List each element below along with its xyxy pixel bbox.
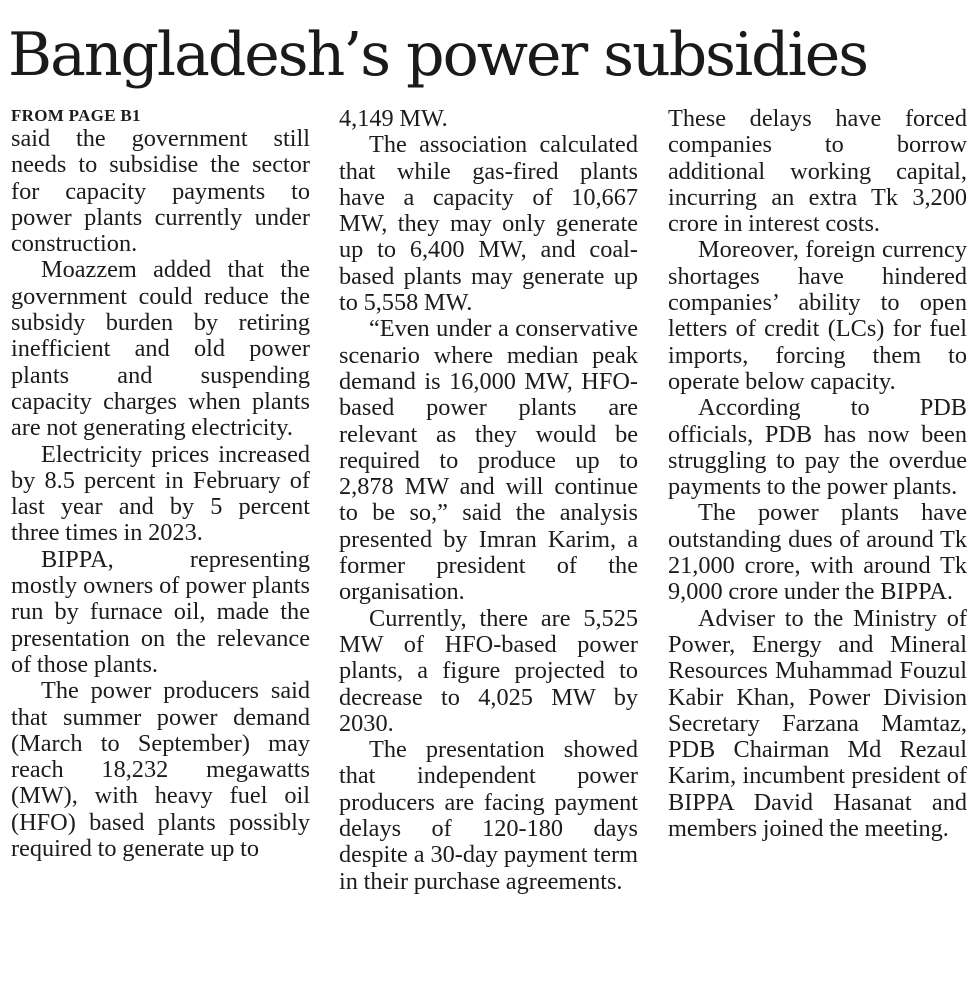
paragraph: The association calculated that while gas-fired plants have a capacity of 10,667 MW, they may only generate up to 6,400 MW, and coal-based plants may generate up to 5,558 MW. <box>339 131 638 317</box>
article-column-2 <box>339 106 638 982</box>
paragraph: Electricity prices increased by 8.5 percent in February of last year and by 5 percent three times in 2023. <box>11 440 310 547</box>
paragraph: Moazzem added that the government could reduce the subsidy burden by retiring inefficient and old power plants and suspending capacity charges when plants are not generating electricity. <box>11 256 310 442</box>
article-column-1 <box>11 106 310 982</box>
paragraph: Adviser to the Ministry of Power, Energy and Mineral Resources Muhammad Fouzul Kabir Khan, Power Division Secretary Farzana Mamtaz, PDB Chairman Md Rezaul Karim, incumbent president of BIPPA David Hasanat and members joined the meeting. <box>668 604 967 843</box>
paragraph: Moreover, foreign currency shortages have hindered companies’ ability to open letters of credit (LCs) for fuel imports, forcing them to operate below capacity. <box>668 236 967 395</box>
paragraph: said the government still needs to subsidise the sector for capacity payments to power plants currently under construction. <box>11 125 310 258</box>
jump-label: FROM PAGE B1 <box>11 106 141 125</box>
article-column-3 <box>668 106 967 982</box>
paragraph: Currently, there are 5,525 MW of HFO-based power plants, a figure projected to decrease to 4,025 MW by 2030. <box>339 604 638 737</box>
paragraph: The power producers said that summer power demand (March to September) may reach 18,232 megawatts (MW), with heavy fuel oil (HFO) based plants possibly required to generate up to <box>11 677 310 863</box>
paragraph: According to PDB officials, PDB has now been struggling to pay the overdue payments to the power plants. <box>668 394 967 501</box>
paragraph: BIPPA, representing mostly owners of power plants run by furnace oil, made the presentation on the relevance of those plants. <box>11 545 310 678</box>
paragraph: The power plants have outstanding dues of around Tk 21,000 crore, with around Tk 9,000 crore under the BIPPA. <box>668 499 967 606</box>
paragraph: The presentation showed that independent power producers are facing payment delays of 120-180 days despite a 30-day payment term in their purchase agreements. <box>339 736 638 895</box>
article-body <box>11 106 967 982</box>
paragraph: These delays have forced companies to borrow additional working capital, incurring an extra Tk 3,200 crore in interest costs. <box>668 106 967 238</box>
paragraph: 4,149 MW. <box>339 106 448 132</box>
paragraph: “Even under a conservative scenario where median peak demand is 16,000 MW, HFO-based power plants are relevant as they would be required to produce up to 2,878 MW and will continue to be so,” said the analysis presented by Imran Karim, a former president of the organisation. <box>339 315 638 606</box>
headline: Bangladesh’s power subsidies <box>8 20 868 90</box>
